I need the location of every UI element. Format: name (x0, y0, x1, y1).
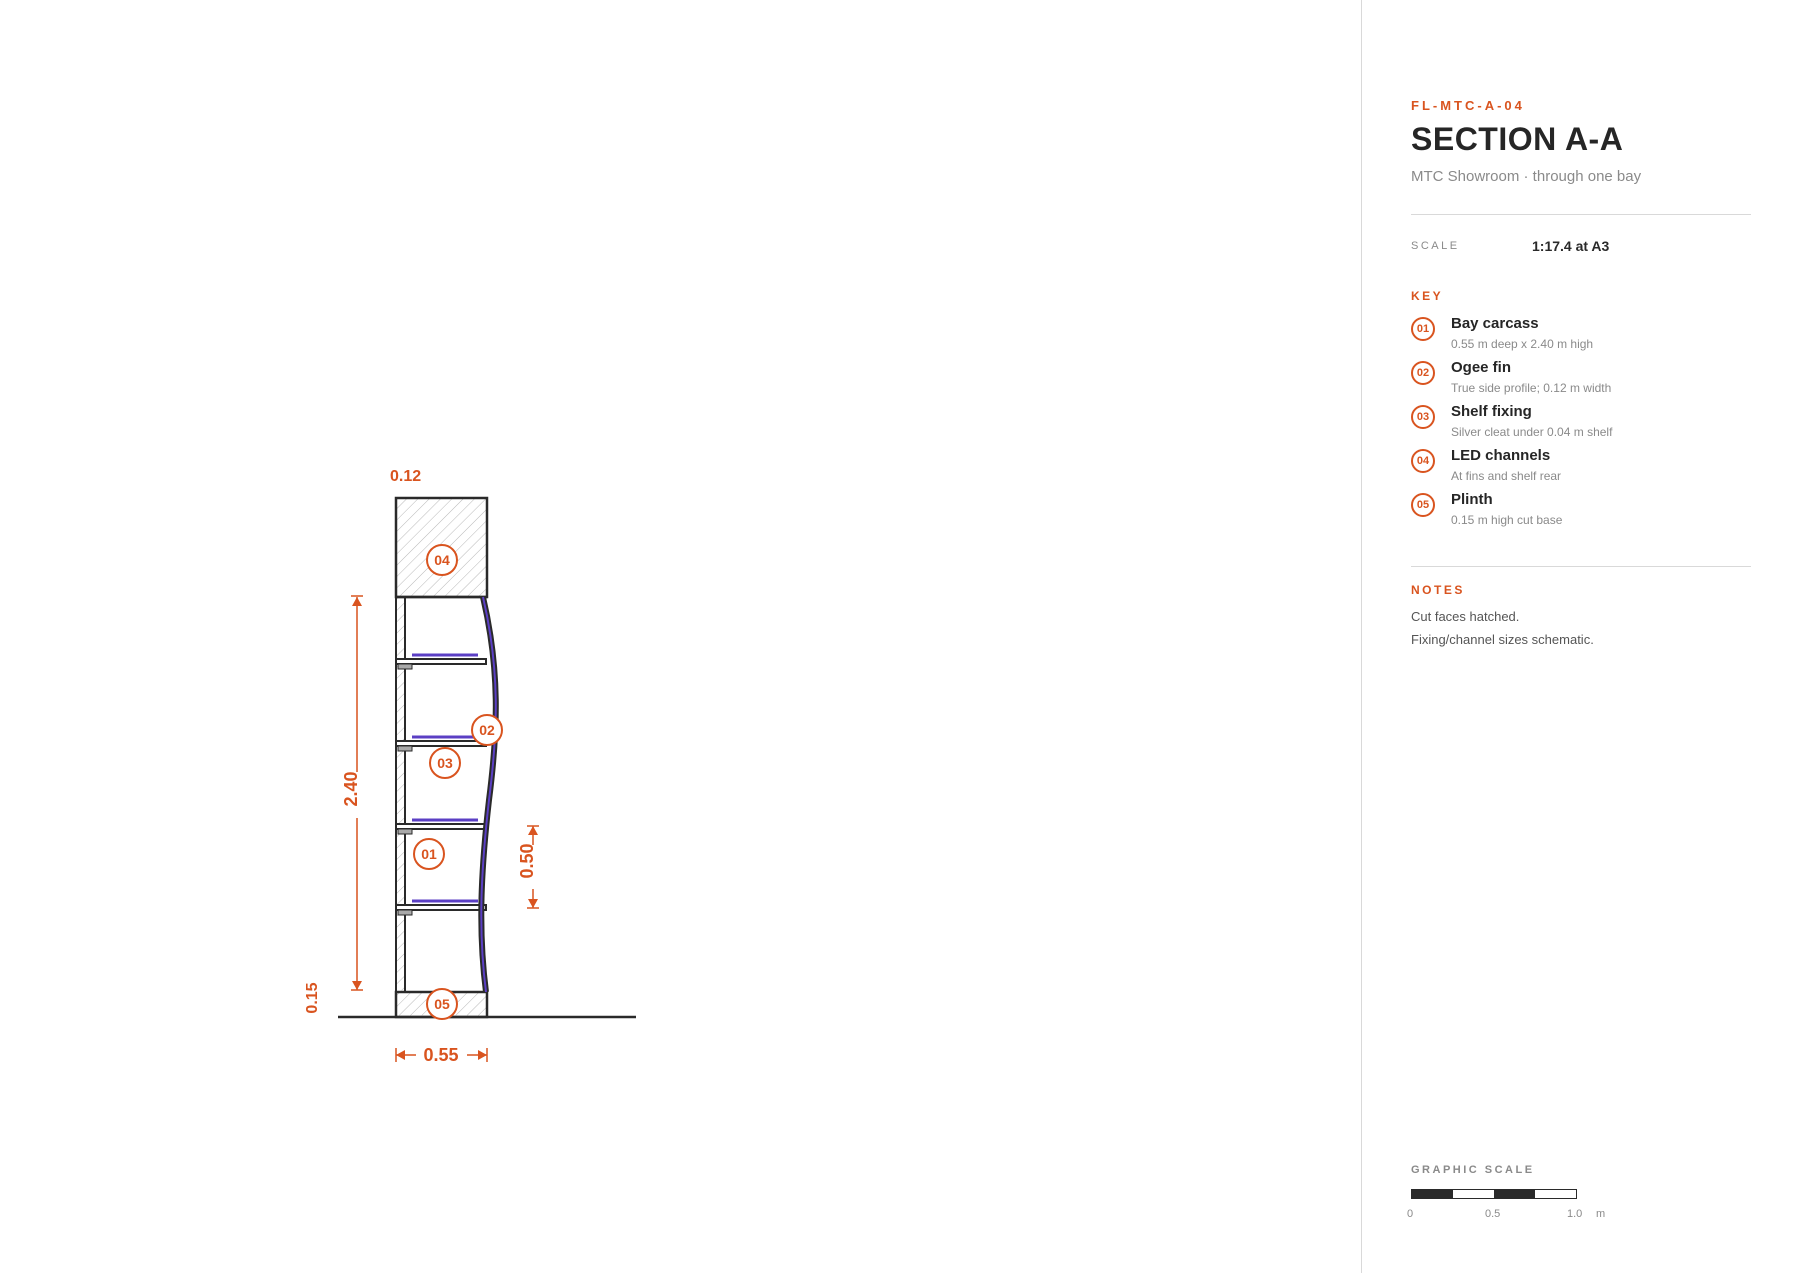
shelf (396, 655, 486, 669)
key-item-bay-carcass (1411, 315, 1771, 359)
title-block-panel (1361, 0, 1800, 1273)
note-line: Cut faces hatched. (1411, 609, 1520, 624)
graphic-scale-segment (1412, 1190, 1453, 1198)
callout-05 (427, 989, 457, 1019)
key-description: True side profile; 0.12 m width (1451, 381, 1612, 395)
dim-plinth-height: 0.15 (304, 982, 321, 1014)
key-name: Bay carcass (1451, 315, 1539, 332)
callout-01 (414, 839, 444, 869)
svg-text:01: 01 (421, 846, 437, 862)
key-heading: KEY (1411, 289, 1444, 303)
sheet-subtitle: MTC Showroom · through one bay (1411, 168, 1642, 185)
shelf (396, 901, 486, 915)
key-item-ogee-fin (1411, 359, 1771, 403)
key-description: At fins and shelf rear (1451, 469, 1562, 483)
key-badge: 02 (1411, 361, 1435, 385)
key-description: 0.55 m deep x 2.40 m high (1451, 337, 1594, 351)
key-name: Shelf fixing (1451, 403, 1532, 420)
key-badge: 03 (1411, 405, 1435, 429)
divider (1411, 566, 1751, 567)
notes-list (1411, 609, 1594, 655)
key-name: Plinth (1451, 491, 1493, 508)
key-name: LED channels (1451, 447, 1551, 464)
callout-02 (472, 715, 502, 745)
note-line: Fixing/channel sizes schematic. (1411, 632, 1594, 647)
key-badge: 01 (1411, 317, 1435, 341)
callout-04 (427, 545, 457, 575)
graphic-scale-segment (1453, 1190, 1494, 1198)
dim-top-width: 0.12 (390, 468, 422, 485)
divider (1411, 214, 1751, 215)
graphic-scale-label: GRAPHIC SCALE (1411, 1164, 1535, 1176)
scale-value: 1:17.4 at A3 (1532, 238, 1610, 254)
graphic-scale-segment (1535, 1190, 1576, 1198)
scale-label: SCALE (1411, 240, 1460, 252)
key-badge: 05 (1411, 493, 1435, 517)
key-description: 0.15 m high cut base (1451, 513, 1563, 527)
callout-03 (430, 748, 460, 778)
graphic-scale-bar (1411, 1189, 1577, 1199)
shelf (396, 820, 486, 834)
graphic-scale-segment (1494, 1190, 1535, 1198)
sheet-title: SECTION A-A (1411, 121, 1624, 157)
key-item-shelf-fixing (1411, 403, 1771, 447)
dim-shelf-spacing: 0.50 (517, 843, 537, 879)
graphic-scale-tick: 0.5 (1485, 1208, 1501, 1220)
key-list (1411, 315, 1771, 535)
dim-depth: 0.55 (423, 1045, 459, 1065)
key-item-led-channels (1411, 447, 1771, 491)
notes-heading: NOTES (1411, 583, 1465, 597)
key-item-plinth (1411, 491, 1771, 535)
graphic-scale-tick: 0 (1407, 1208, 1414, 1220)
svg-text:02: 02 (479, 722, 495, 738)
sheet-code: FL-MTC-A-04 (1411, 98, 1525, 113)
svg-text:05: 05 (434, 996, 450, 1012)
svg-text:04: 04 (434, 552, 450, 568)
graphic-scale-tick: 1.0 (1567, 1208, 1583, 1220)
svg-text:03: 03 (437, 755, 453, 771)
key-badge: 04 (1411, 449, 1435, 473)
key-description: Silver cleat under 0.04 m shelf (1451, 425, 1613, 439)
dim-bay-height: 2.40 (341, 771, 361, 807)
graphic-scale-unit: m (1596, 1208, 1606, 1220)
carcass-back-panel (396, 597, 405, 992)
key-name: Ogee fin (1451, 359, 1512, 376)
